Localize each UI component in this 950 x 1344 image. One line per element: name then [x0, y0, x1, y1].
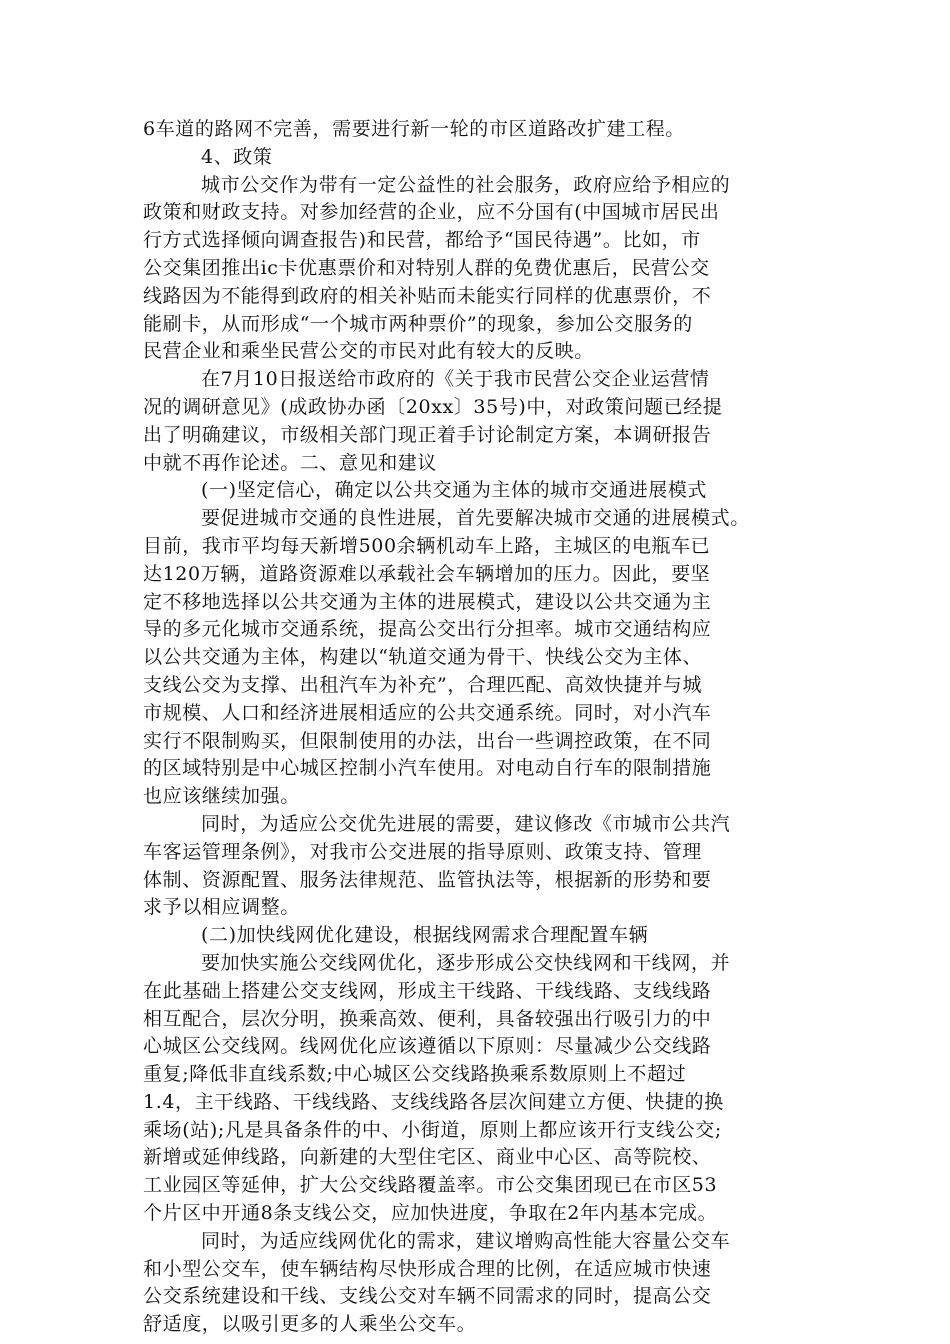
text-line: 也应该继续加强。	[143, 785, 300, 808]
text-line: 支线公交为支撑、出租汽车为补充”，合理匹配、高效快捷并与城	[143, 673, 703, 696]
text-line: 市规模、人口和经济进展相适应的公共交通系统。同时，对小汽车	[143, 701, 712, 724]
text-line: 线路因为不能得到政府的相关补贴而未能实行同样的优惠票价，不	[143, 284, 712, 307]
text-line: 能刷卡，从而形成“一个城市两种票价”的现象，参加公交服务的	[143, 312, 693, 335]
text-line: 重复;降低非直线系数;中心城区公交线路换乘系数原则上不超过	[143, 1063, 687, 1086]
text-line: 况的调研意见》(成政协办函〔20xx〕35号)中，对政策问题已经提	[143, 395, 723, 418]
paragraph-first-line: 城市公交作为带有一定公益性的社会服务，政府应给予相应的	[201, 173, 731, 196]
paragraph-first-line: 在7月10日报送给市政府的《关于我市民营公交企业运营情	[201, 368, 710, 391]
text-line: 求予以相应调整。	[143, 896, 300, 919]
paragraph-first-line: 同时，为适应线网优化的需求，建议增购高性能大容量公交车	[201, 1229, 731, 1252]
text-line: 个片区中开通8条支线公交，应加快进度，争取在2年内基本完成。	[143, 1202, 718, 1225]
text-line: 中就不再作论述。二、意见和建议	[143, 451, 438, 474]
text-line: 目前，我市平均每天新增500余辆机动车上路，主城区的电瓶车已	[143, 534, 711, 557]
text-line: 新增或延伸线路，向新建的大型住宅区、商业中心区、高等院校、	[143, 1146, 712, 1169]
text-line: 以公共交通为主体，构建以“轨道交通为骨干、快线公交为主体、	[143, 646, 703, 669]
text-line: 体制、资源配置、服务法律规范、监管执法等，根据新的形势和要	[143, 868, 712, 891]
paragraph-first-line: 4、政策	[201, 145, 273, 168]
text-line: 实行不限制购买，但限制使用的办法，出台一些调控政策，在不同	[143, 729, 712, 752]
text-line: 心城区公交线网。线网优化应该遵循以下原则：尽量减少公交线路	[143, 1035, 712, 1058]
text-line: 工业园区等延伸，扩大公交线路覆盖率。市公交集团现已在市区53	[143, 1174, 718, 1197]
text-line: 导的多元化城市交通系统，提高公交出行分担率。城市交通结构应	[143, 618, 712, 641]
text-line: 和小型公交车，使车辆结构尽快形成合理的比例，在适应城市快速	[143, 1257, 712, 1280]
text-line: 公交集团推出ic卡优惠票价和对特别人群的免费优惠后，民营公交	[143, 256, 710, 279]
text-line: 6车道的路网不完善，需要进行新一轮的市区道路改扩建工程。	[143, 118, 685, 140]
paragraph-first-line: 要加快实施公交线网优化，逐步形成公交快线网和干线网，并	[201, 951, 731, 974]
text-line: 1.4，主干线路、干线线路、支线线路各层次间建立方便、快捷的换	[143, 1090, 724, 1113]
text-line: 达120万辆，道路资源难以承载社会车辆增加的压力。因此，要坚	[143, 562, 711, 585]
text-line: 相互配合，层次分明，换乘高效、便利，具备较强出行吸引力的中	[143, 1007, 712, 1030]
paragraph-first-line: (二)加快线网优化建设，根据线网需求合理配置车辆	[201, 924, 649, 947]
text-line: 出了明确建议，市级相关部门现正着手讨论制定方案，本调研报告	[143, 423, 712, 446]
text-line: 乘场(站);凡是具备条件的中、小街道，原则上都应该开行支线公交;	[143, 1118, 722, 1141]
paragraph-first-line: (一)坚定信心，确定以公共交通为主体的城市交通进展模式	[201, 479, 708, 502]
text-line: 的区域特别是中心城区控制小汽车使用。对电动自行车的限制措施	[143, 757, 712, 780]
text-line: 车客运管理条例》，对我市公交进展的指导原则、政策支持、管理	[143, 840, 702, 863]
text-line: 舒适度，以吸引更多的人乘坐公交车。	[143, 1313, 477, 1336]
paragraph-first-line: 要促进城市交通的良性进展，首先要解决城市交通的进展模式。	[201, 507, 750, 530]
text-line: 政策和财政支持。对参加经营的企业，应不分国有(中国城市居民出	[143, 201, 720, 224]
text-line: 定不移地选择以公共交通为主体的进展模式，建设以公共交通为主	[143, 590, 712, 613]
text-line: 在此基础上搭建公交支线网，形成主干线路、干线线路、支线线路	[143, 979, 712, 1002]
text-line: 公交系统建设和干线、支线公交对车辆不同需求的同时，提高公交	[143, 1285, 712, 1308]
text-line: 行方式选择倾向调查报告)和民营，都给予“国民待遇”。比如，市	[143, 229, 701, 252]
paragraph-first-line: 同时，为适应公交优先进展的需要，建议修改《市城市公共汽	[201, 812, 731, 835]
document-body	[143, 116, 815, 1339]
text-line: 民营企业和乘坐民营公交的市民对此有较大的反映。	[143, 340, 594, 363]
